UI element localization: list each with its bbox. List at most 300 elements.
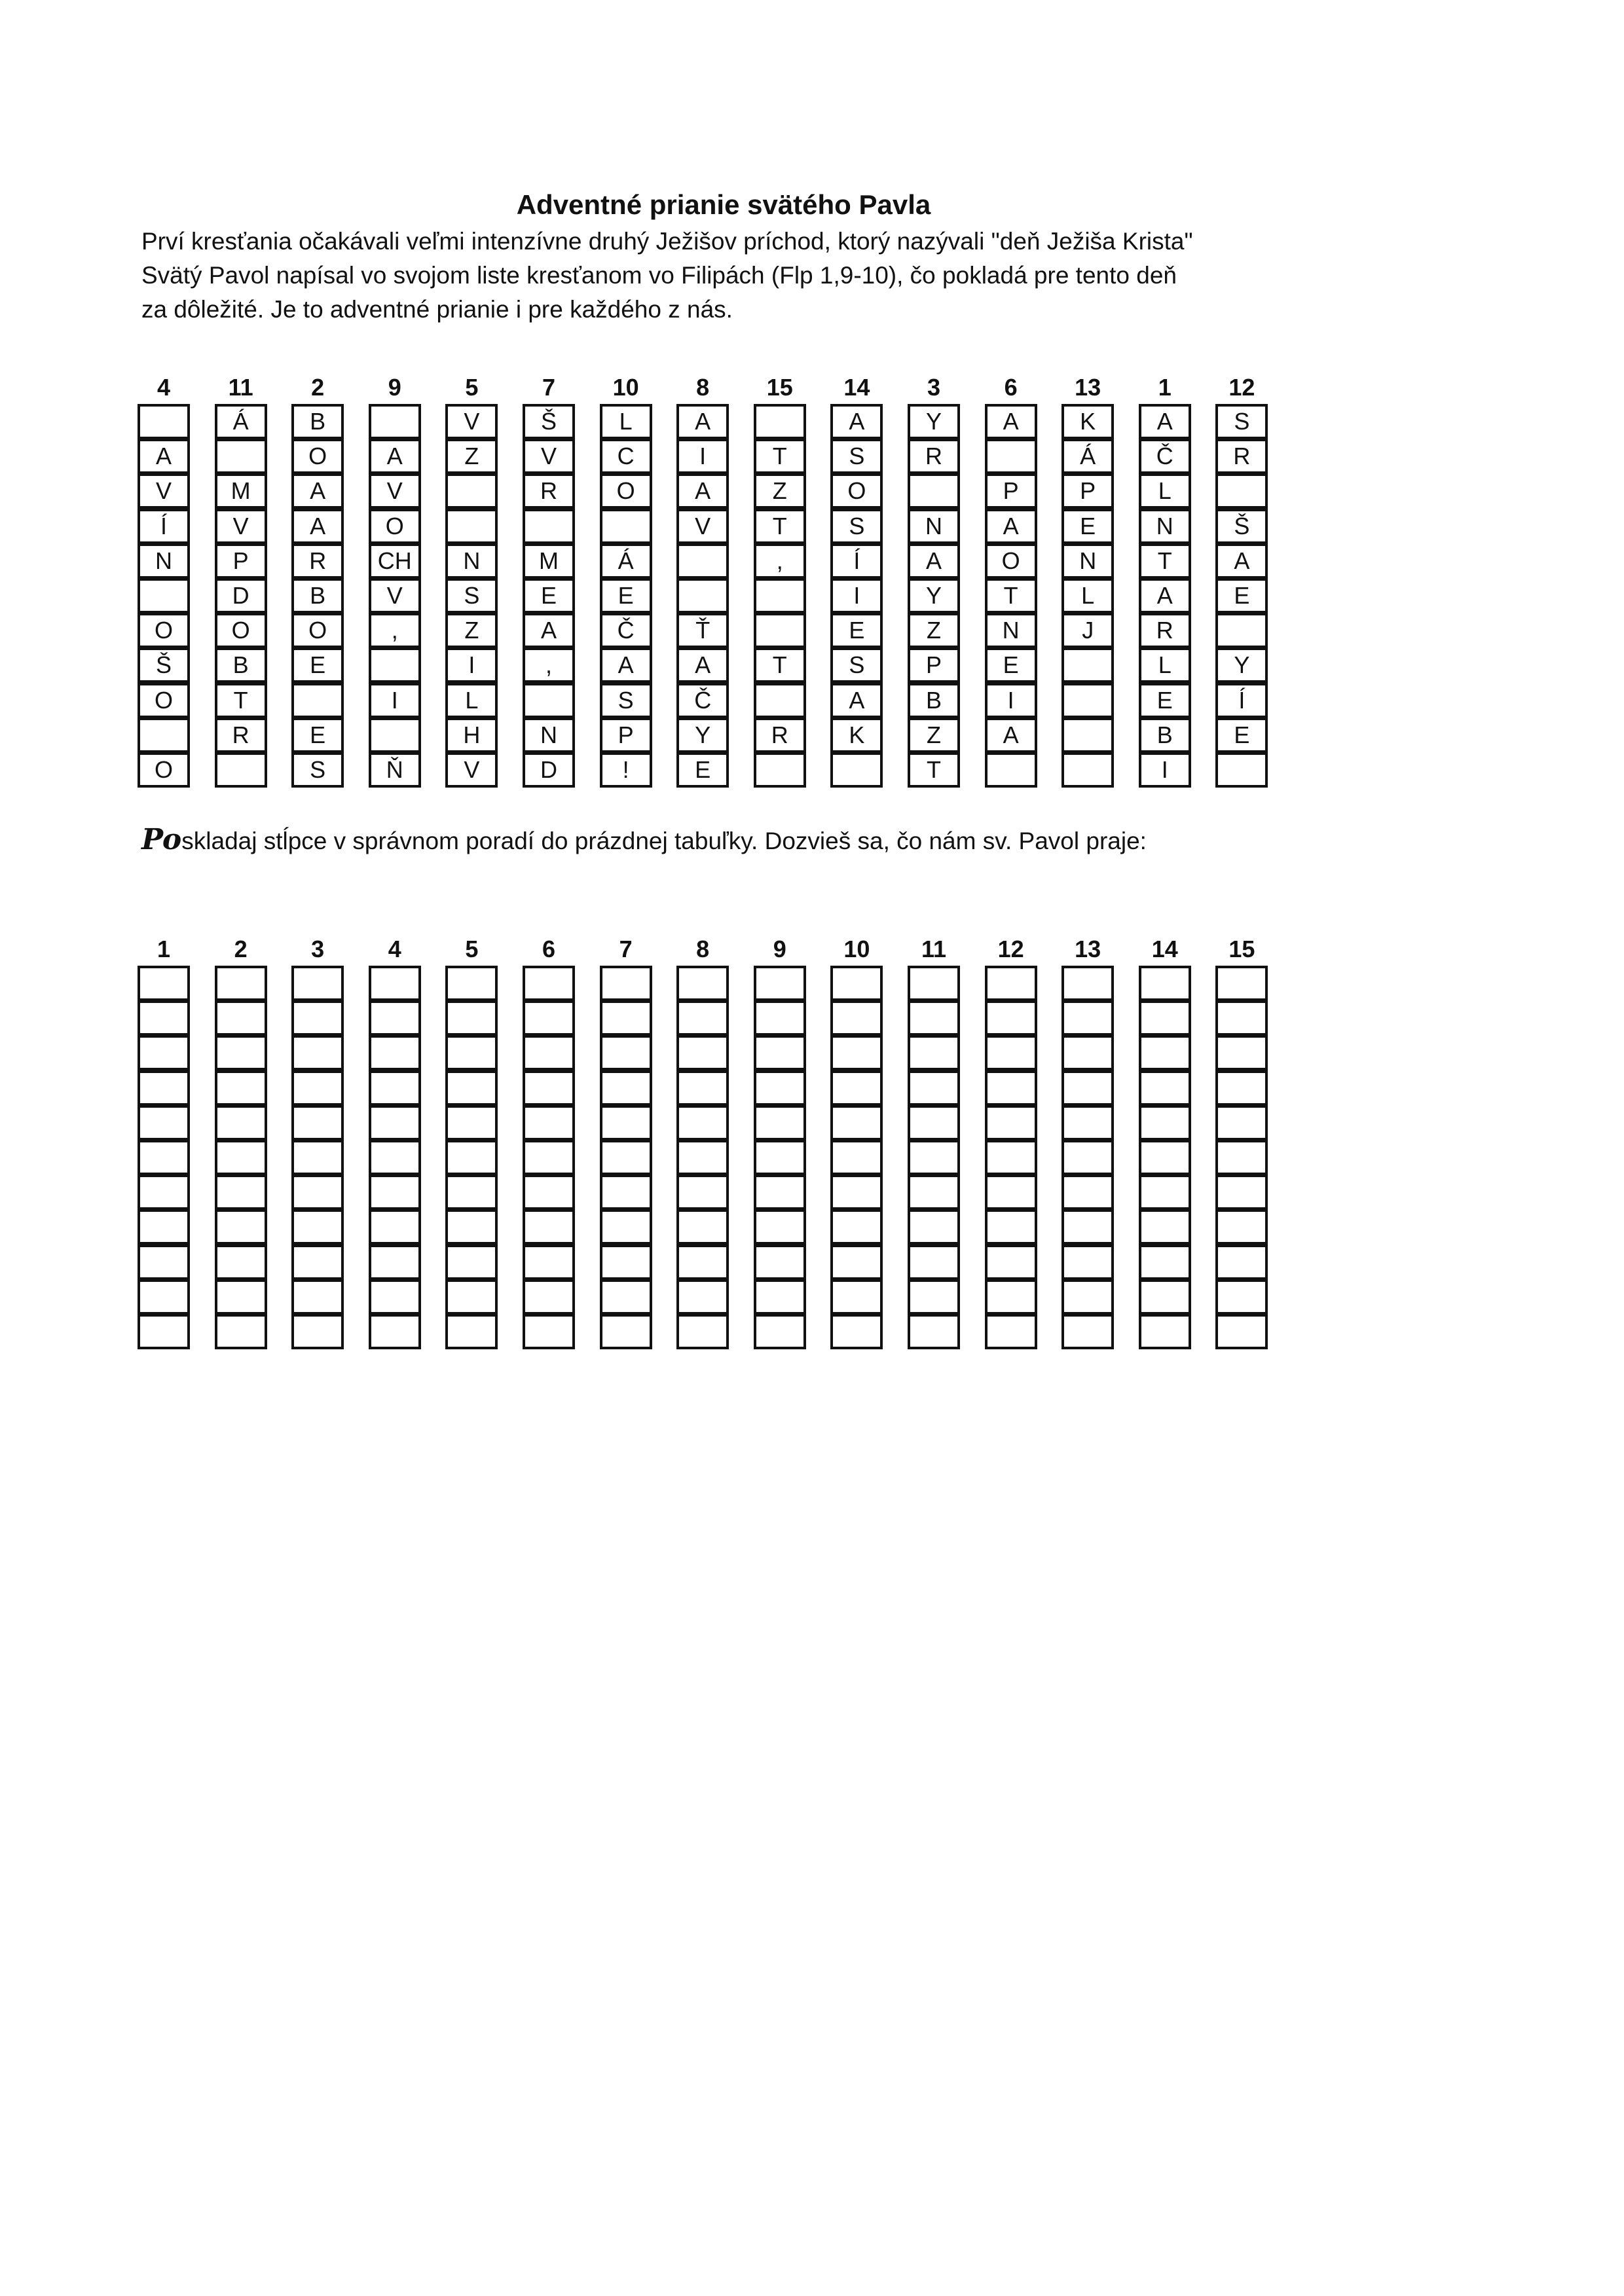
answer-cell[interactable] [215,1035,267,1070]
answer-cell[interactable] [291,966,344,1001]
answer-cell[interactable] [676,1245,729,1280]
scrambled-cell [1215,752,1268,788]
answer-cell[interactable] [523,1140,575,1175]
answer-cell[interactable] [138,966,190,1001]
answer-cell[interactable] [830,1209,883,1245]
answer-cell[interactable] [985,1209,1037,1245]
answer-cell[interactable] [445,1245,498,1280]
answer-cell[interactable] [445,1070,498,1106]
answer-cell[interactable] [1215,1245,1268,1280]
scrambled-column-number: 12 [1228,374,1255,401]
scrambled-cell: Y [908,578,960,613]
answer-cell[interactable] [1061,1140,1114,1175]
answer-cell[interactable] [676,1035,729,1070]
answer-cell[interactable] [985,1245,1037,1280]
answer-cell[interactable] [291,1209,344,1245]
answer-cell[interactable] [830,1070,883,1106]
scrambled-cell [215,752,267,788]
scrambled-cell: Č [600,613,652,648]
scrambled-cell [676,578,729,613]
scrambled-cell: T [754,439,806,474]
answer-cell[interactable] [445,1175,498,1210]
scrambled-cell: K [830,718,883,753]
scrambled-cell [908,473,960,509]
scrambled-cell: V [676,509,729,544]
scrambled-cell: P [215,543,267,579]
answer-cell[interactable] [138,1105,190,1140]
scrambled-cell: O [985,543,1037,579]
answer-cell[interactable] [1061,1279,1114,1315]
scrambled-cell: E [291,718,344,753]
scrambled-cell: A [1139,578,1191,613]
answer-cell[interactable] [1215,1140,1268,1175]
answer-cell[interactable] [985,1035,1037,1070]
scrambled-cell: Y [1215,647,1268,683]
answer-cell[interactable] [1215,1209,1268,1245]
answer-cell[interactable] [1139,1035,1191,1070]
scrambled-cell [369,647,421,683]
scrambled-cell: Á [1061,439,1114,474]
answer-cell[interactable] [291,1000,344,1036]
scrambled-cell: S [830,439,883,474]
scrambled-cell: A [676,404,729,439]
answer-cell[interactable] [985,1000,1037,1036]
scrambled-cell: O [600,473,652,509]
scrambled-cell: E [291,647,344,683]
answer-cell[interactable] [215,1314,267,1349]
answer-cell[interactable] [1139,1209,1191,1245]
answer-cell[interactable] [291,1245,344,1280]
answer-cell[interactable] [1215,1314,1268,1349]
answer-cell[interactable] [291,1105,344,1140]
scrambled-cell: O [138,752,190,788]
answer-cell[interactable] [1215,1070,1268,1106]
answer-cell[interactable] [830,966,883,1001]
scrambled-cell: O [830,473,883,509]
answer-column-number: 10 [843,936,870,962]
answer-cell[interactable] [985,1314,1037,1349]
answer-cell[interactable] [1215,966,1268,1001]
answer-cell[interactable] [830,1314,883,1349]
scrambled-cell [1215,473,1268,509]
answer-cell[interactable] [1061,966,1114,1001]
scrambled-cell: Í [830,543,883,579]
answer-cell[interactable] [523,1175,575,1210]
answer-cell[interactable] [676,1070,729,1106]
answer-column-number: 12 [997,936,1024,962]
scrambled-cell [445,509,498,544]
answer-cell[interactable] [369,1209,421,1245]
scrambled-cell [369,404,421,439]
scrambled-cell: B [291,578,344,613]
scrambled-cell: J [1061,613,1114,648]
answer-column-number: 1 [157,936,171,962]
scrambled-cell: L [600,404,652,439]
answer-cell[interactable] [523,1314,575,1349]
answer-cell[interactable] [985,1070,1037,1106]
answer-cell[interactable] [1061,1209,1114,1245]
answer-cell[interactable] [215,1279,267,1315]
scrambled-cell [523,509,575,544]
scrambled-cell: A [830,683,883,718]
answer-cell[interactable] [754,1070,806,1106]
answer-cell[interactable] [215,1175,267,1210]
answer-cell[interactable] [215,1070,267,1106]
scrambled-cell: Ť [676,613,729,648]
answer-cell[interactable] [754,1209,806,1245]
answer-cell[interactable] [1139,1140,1191,1175]
answer-cell[interactable] [600,1175,652,1210]
scrambled-cell [985,752,1037,788]
answer-cell[interactable] [1139,1105,1191,1140]
scrambled-column-number: 6 [1004,374,1018,401]
answer-cell[interactable] [445,1000,498,1036]
answer-cell[interactable] [445,966,498,1001]
answer-cell[interactable] [523,1245,575,1280]
scrambled-cell [985,439,1037,474]
answer-cell[interactable] [1215,1279,1268,1315]
answer-cell[interactable] [369,1105,421,1140]
answer-cell[interactable] [291,1070,344,1106]
scrambled-cell: Z [754,473,806,509]
scrambled-cell: Ň [369,752,421,788]
scrambled-cell: P [600,718,652,753]
answer-cell[interactable] [754,966,806,1001]
answer-cell[interactable] [600,1035,652,1070]
answer-cell[interactable] [908,1209,960,1245]
scrambled-cell: CH [369,543,421,579]
answer-cell[interactable] [600,1105,652,1140]
answer-cell[interactable] [369,966,421,1001]
answer-cell[interactable] [985,1279,1037,1315]
scrambled-cell [1061,752,1114,788]
answer-cell[interactable] [600,1314,652,1349]
scrambled-cell: E [1061,509,1114,544]
answer-column-number: 11 [921,936,947,962]
scrambled-cell: H [445,718,498,753]
scrambled-cell: I [985,683,1037,718]
answer-cell[interactable] [754,1140,806,1175]
answer-cell[interactable] [291,1175,344,1210]
answer-cell[interactable] [291,1279,344,1315]
scrambled-cell: S [1215,404,1268,439]
answer-cell[interactable] [676,1105,729,1140]
scrambled-cell: S [291,752,344,788]
answer-cell[interactable] [1061,1314,1114,1349]
answer-cell[interactable] [215,1245,267,1280]
scrambled-cell: Z [445,613,498,648]
answer-cell[interactable] [523,1209,575,1245]
scrambled-cell: A [523,613,575,648]
scrambled-cell: A [600,647,652,683]
answer-cell[interactable] [369,1245,421,1280]
scrambled-cell [754,578,806,613]
answer-cell[interactable] [523,1035,575,1070]
answer-cell[interactable] [369,1279,421,1315]
answer-cell[interactable] [1139,1314,1191,1349]
answer-cell[interactable] [523,1070,575,1106]
answer-cell[interactable] [369,1314,421,1349]
answer-cell[interactable] [215,1209,267,1245]
answer-cell[interactable] [754,1175,806,1210]
scrambled-cell: A [1215,543,1268,579]
scrambled-cell: O [369,509,421,544]
scrambled-cell: C [600,439,652,474]
answer-cell[interactable] [754,1105,806,1140]
answer-cell[interactable] [1061,1000,1114,1036]
answer-cell[interactable] [754,1279,806,1315]
scrambled-cell [600,509,652,544]
answer-cell[interactable] [985,1140,1037,1175]
scrambled-cell [369,718,421,753]
answer-cell[interactable] [445,1105,498,1140]
scrambled-cell [830,752,883,788]
scrambled-cell: N [523,718,575,753]
scrambled-cell: Z [445,439,498,474]
answer-cell[interactable] [830,1245,883,1280]
answer-cell[interactable] [138,1279,190,1315]
answer-cell[interactable] [138,1070,190,1106]
scrambled-cell: E [523,578,575,613]
scrambled-cell: D [523,752,575,788]
answer-column-number: 8 [696,936,710,962]
answer-cell[interactable] [1215,1105,1268,1140]
answer-cell[interactable] [676,1140,729,1175]
answer-cell[interactable] [908,1070,960,1106]
scrambled-cell: A [985,718,1037,753]
scrambled-cell: E [676,752,729,788]
scrambled-cell: T [754,509,806,544]
answer-cell[interactable] [676,1314,729,1349]
scrambled-cell: N [908,509,960,544]
answer-column-number: 5 [465,936,479,962]
scrambled-cell: E [985,647,1037,683]
answer-cell[interactable] [138,1175,190,1210]
answer-cell[interactable] [676,1175,729,1210]
answer-cell[interactable] [445,1209,498,1245]
answer-cell[interactable] [908,1000,960,1036]
answer-cell[interactable] [523,1279,575,1315]
answer-cell[interactable] [523,966,575,1001]
scrambled-column-number: 10 [612,374,639,401]
scrambled-cell: ! [600,752,652,788]
answer-cell[interactable] [1139,1175,1191,1210]
scrambled-cell: P [1061,473,1114,509]
scrambled-cell [291,683,344,718]
scrambled-cell: I [676,439,729,474]
scrambled-cell: B [1139,718,1191,753]
answer-cell[interactable] [138,1314,190,1349]
answer-cell[interactable] [523,1000,575,1036]
answer-cell[interactable] [600,1279,652,1315]
answer-cell[interactable] [830,1279,883,1315]
scrambled-cell [523,683,575,718]
answer-cell[interactable] [523,1105,575,1140]
scrambled-cell [445,473,498,509]
answer-cell[interactable] [138,1140,190,1175]
answer-cell[interactable] [1139,1000,1191,1036]
answer-cell[interactable] [830,1140,883,1175]
answer-cell[interactable] [445,1314,498,1349]
scrambled-cell: T [908,752,960,788]
scrambled-cell: O [291,613,344,648]
scrambled-cell [754,683,806,718]
answer-cell[interactable] [830,1000,883,1036]
intro-line-1: Prví kresťania očakávali veľmi intenzívne druhý Ježišov príchod, ktorý nazývali "deň Ježiša Krista" [141,228,1193,255]
scrambled-cell [754,752,806,788]
answer-cell[interactable] [1061,1245,1114,1280]
scrambled-cell: V [523,439,575,474]
scrambled-cell: R [523,473,575,509]
answer-cell[interactable] [600,1140,652,1175]
scrambled-cell: K [1061,404,1114,439]
scrambled-cell: E [600,578,652,613]
answer-cell[interactable] [215,1000,267,1036]
answer-cell[interactable] [1061,1175,1114,1210]
answer-cell[interactable] [138,1000,190,1036]
answer-cell[interactable] [369,1000,421,1036]
answer-column-number: 3 [311,936,325,962]
answer-cell[interactable] [676,1209,729,1245]
scrambled-cell [1061,647,1114,683]
answer-cell[interactable] [369,1070,421,1106]
scrambled-cell: N [1061,543,1114,579]
scrambled-column-number: 4 [157,374,171,401]
scrambled-cell: I [830,578,883,613]
answer-cell[interactable] [138,1245,190,1280]
scrambled-cell: T [215,683,267,718]
scrambled-column-number: 8 [696,374,710,401]
scrambled-cell: T [985,578,1037,613]
answer-cell[interactable] [754,1035,806,1070]
answer-cell[interactable] [1139,1070,1191,1106]
answer-cell[interactable] [908,1105,960,1140]
answer-cell[interactable] [1061,1035,1114,1070]
answer-cell[interactable] [908,1279,960,1315]
answer-cell[interactable] [600,1070,652,1106]
scrambled-column-number: 13 [1075,374,1101,401]
scrambled-cell: N [138,543,190,579]
scrambled-cell: A [676,647,729,683]
scrambled-cell: A [138,439,190,474]
answer-column-number: 14 [1151,936,1178,962]
scrambled-cell: O [215,613,267,648]
scrambled-column-number: 11 [228,374,253,401]
scrambled-column-number: 15 [766,374,793,401]
scrambled-cell: A [985,509,1037,544]
answer-cell[interactable] [138,1035,190,1070]
answer-cell[interactable] [445,1035,498,1070]
scrambled-cell: T [1139,543,1191,579]
scrambled-cell: I [445,647,498,683]
answer-cell[interactable] [676,1279,729,1315]
scrambled-cell: I [1139,752,1191,788]
answer-cell[interactable] [138,1209,190,1245]
answer-cell[interactable] [215,966,267,1001]
answer-cell[interactable] [1215,1175,1268,1210]
scrambled-cell: T [754,647,806,683]
scrambled-cell: M [523,543,575,579]
answer-cell[interactable] [1061,1070,1114,1106]
answer-cell[interactable] [291,1140,344,1175]
scrambled-cell: Z [908,613,960,648]
scrambled-cell: , [754,543,806,579]
answer-cell[interactable] [754,1314,806,1349]
scrambled-cell: Á [215,404,267,439]
answer-cell[interactable] [830,1035,883,1070]
answer-cell[interactable] [676,966,729,1001]
answer-cell[interactable] [1215,1035,1268,1070]
intro-line-2: Svätý Pavol napísal vo svojom liste kresťanom vo Filipách (Flp 1,9-10), čo pokladá pre tento deň [141,262,1177,289]
scrambled-cell: S [830,647,883,683]
answer-cell[interactable] [600,1245,652,1280]
answer-column-number: 2 [234,936,248,962]
scrambled-cell [754,404,806,439]
answer-cell[interactable] [1061,1105,1114,1140]
scrambled-cell: Z [908,718,960,753]
answer-column-number: 15 [1228,936,1255,962]
answer-cell[interactable] [908,1314,960,1349]
scrambled-cell: R [291,543,344,579]
answer-cell[interactable] [1215,1000,1268,1036]
answer-cell[interactable] [985,1105,1037,1140]
scrambled-cell: O [138,613,190,648]
answer-cell[interactable] [600,966,652,1001]
scrambled-cell [215,439,267,474]
scrambled-cell: R [1139,613,1191,648]
answer-cell[interactable] [445,1140,498,1175]
answer-cell[interactable] [830,1175,883,1210]
answer-grid [0,936,1624,1362]
answer-cell[interactable] [985,966,1037,1001]
scrambled-cell: L [445,683,498,718]
scrambled-cell: Š [1215,509,1268,544]
answer-cell[interactable] [754,1245,806,1280]
answer-cell[interactable] [369,1140,421,1175]
answer-cell[interactable] [908,1140,960,1175]
answer-cell[interactable] [215,1140,267,1175]
scrambled-cell: , [523,647,575,683]
scrambled-cell: P [908,647,960,683]
scrambled-cell: V [445,404,498,439]
answer-cell[interactable] [908,966,960,1001]
scrambled-cell: R [908,439,960,474]
scrambled-cell [138,718,190,753]
answer-cell[interactable] [908,1175,960,1210]
answer-cell[interactable] [445,1279,498,1315]
answer-cell[interactable] [600,1000,652,1036]
answer-cell[interactable] [369,1175,421,1210]
answer-cell[interactable] [754,1000,806,1036]
scrambled-cell: Í [138,509,190,544]
answer-cell[interactable] [1139,1245,1191,1280]
answer-cell[interactable] [830,1105,883,1140]
answer-cell[interactable] [676,1000,729,1036]
answer-cell[interactable] [291,1035,344,1070]
answer-cell[interactable] [985,1175,1037,1210]
scrambled-column-number: 3 [927,374,941,401]
answer-cell[interactable] [600,1209,652,1245]
answer-cell[interactable] [1139,966,1191,1001]
scrambled-cell: B [215,647,267,683]
answer-cell[interactable] [908,1035,960,1070]
answer-cell[interactable] [215,1105,267,1140]
answer-cell[interactable] [908,1245,960,1280]
scrambled-cell: I [369,683,421,718]
answer-cell[interactable] [1139,1279,1191,1315]
answer-cell[interactable] [291,1314,344,1349]
answer-cell[interactable] [369,1035,421,1070]
